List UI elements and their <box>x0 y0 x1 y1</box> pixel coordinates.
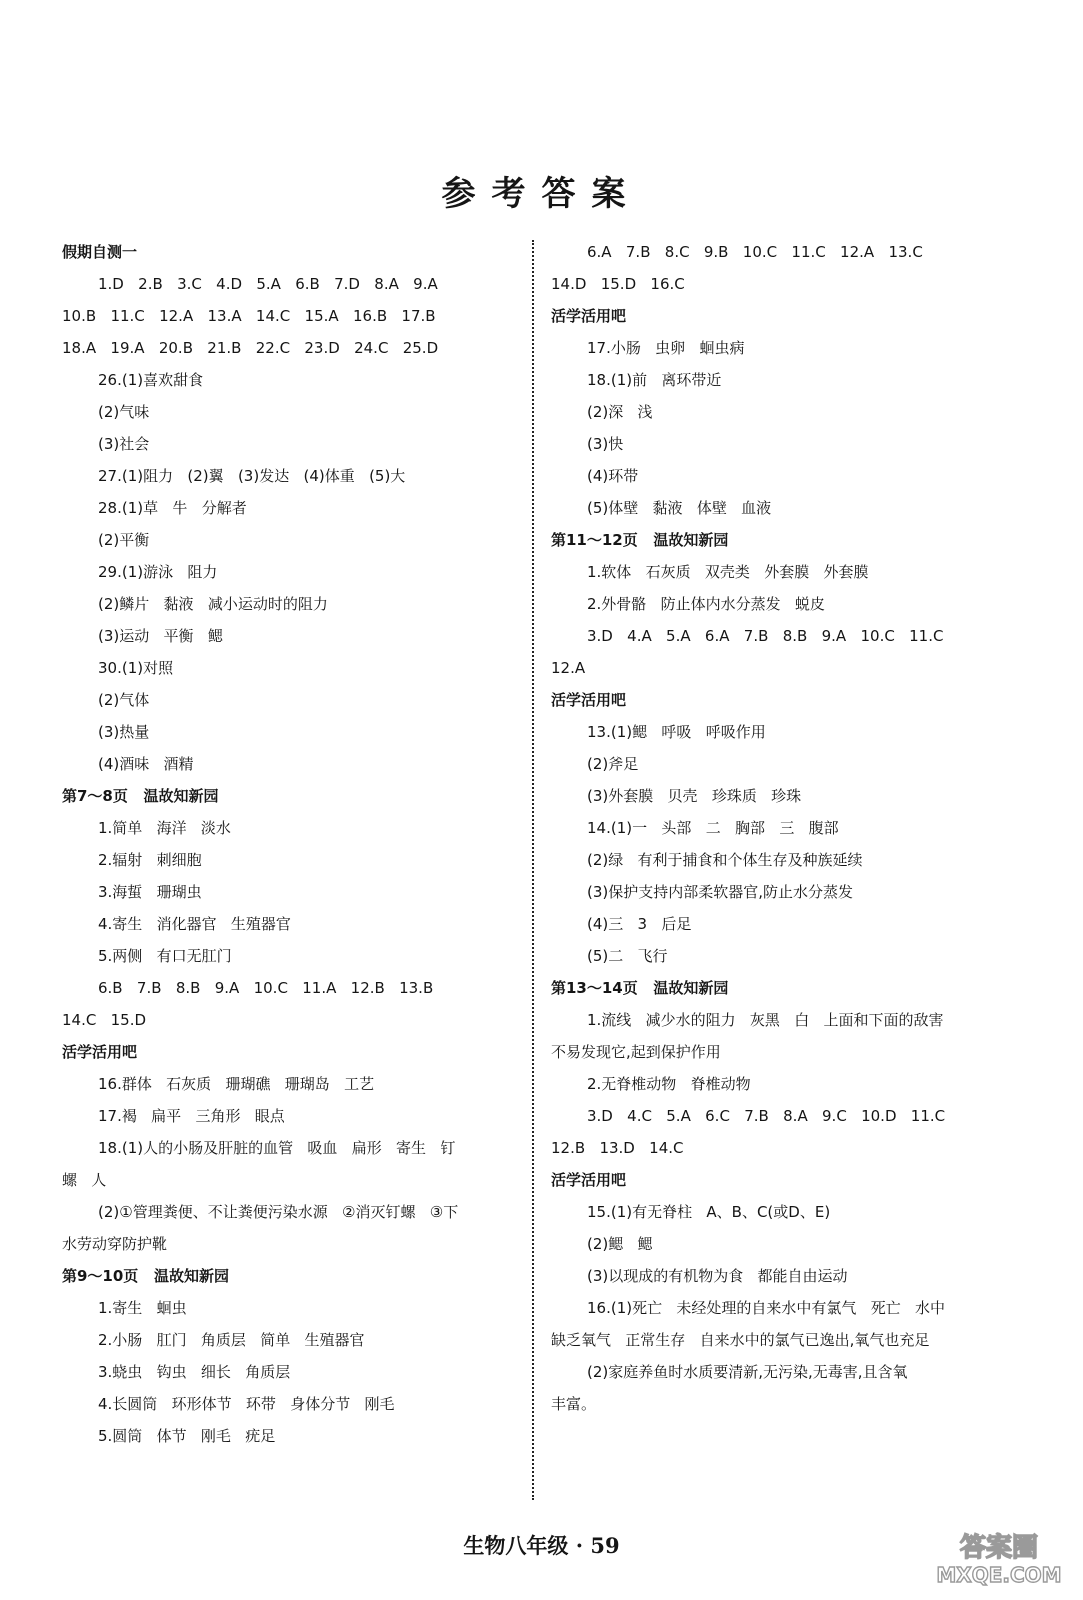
answer-line: 6.A 7.B 8.C 9.B 10.C 11.C 12.A 13.C <box>587 243 923 261</box>
answer-line: 水劳动穿防护靴 <box>62 1235 168 1253</box>
answer-line: 26.(1)喜欢甜食 <box>98 371 204 389</box>
answer-line: (2)斧足 <box>587 755 639 773</box>
answer-line: 3.蛲虫 钩虫 细长 角质层 <box>98 1363 291 1381</box>
answer-line: (2)气味 <box>98 403 150 421</box>
answer-line: 5.两侧 有口无肛门 <box>98 947 232 965</box>
answer-line: 3.海蜇 珊瑚虫 <box>98 883 202 901</box>
page-title: 参考答案 <box>441 174 642 214</box>
answer-line: 4.长圆筒 环形体节 环带 身体分节 刚毛 <box>98 1395 395 1413</box>
answer-line: (4)环带 <box>587 467 639 485</box>
answer-line: 16.(1)死亡 未经处理的自来水中有氯气 死亡 水中 <box>587 1299 946 1317</box>
answer-line: (3)社会 <box>98 435 150 453</box>
section-heading: 第11～12页 温故知新园 <box>551 531 729 549</box>
answer-line: 1.流线 减少水的阻力 灰黑 白 上面和下面的敌害 <box>587 1011 944 1029</box>
section-heading: 第9～10页 温故知新园 <box>62 1267 229 1285</box>
answer-line: 3.D 4.C 5.A 6.C 7.B 8.A 9.C 10.D 11.C <box>587 1107 946 1125</box>
right-answer-column <box>551 236 1021 1420</box>
answer-line: (3)热量 <box>98 723 150 741</box>
answer-line: (3)运动 平衡 鳃 <box>98 627 223 645</box>
answer-line: 30.(1)对照 <box>98 659 174 677</box>
watermark-top-text: 答案圈 <box>959 1533 1039 1563</box>
answer-line: 不易发现它,起到保护作用 <box>551 1043 721 1061</box>
answer-line: 17.褐 扁平 三角形 眼点 <box>98 1107 285 1125</box>
answer-line: (3)快 <box>587 435 624 453</box>
answer-line: 1.寄生 蛔虫 <box>98 1299 187 1317</box>
answer-line: 28.(1)草 牛 分解者 <box>98 499 247 517</box>
section-heading: 假期自测一 <box>62 243 138 261</box>
answer-line: 2.无脊椎动物 脊椎动物 <box>587 1075 751 1093</box>
answer-line: 3.D 4.A 5.A 6.A 7.B 8.B 9.A 10.C 11.C <box>587 627 944 645</box>
answer-line: (5)体壁 黏液 体壁 血液 <box>587 499 772 517</box>
answer-line: (2)鳃 鳃 <box>587 1235 653 1253</box>
answer-line: (4)酒味 酒精 <box>98 755 194 773</box>
section-heading: 第7～8页 温故知新园 <box>62 787 219 805</box>
section-heading: 活学活用吧 <box>551 1171 627 1189</box>
section-heading: 活学活用吧 <box>551 691 627 709</box>
page-footer: 生物八年级 · 59 <box>463 1533 620 1558</box>
section-heading: 活学活用吧 <box>62 1043 138 1061</box>
section-heading: 第13～14页 温故知新园 <box>551 979 729 997</box>
answer-line: 16.群体 石灰质 珊瑚礁 珊瑚岛 工艺 <box>98 1075 375 1093</box>
answer-line: 27.(1)阻力 (2)翼 (3)发达 (4)体重 (5)大 <box>98 467 406 485</box>
answer-line: 18.A 19.A 20.B 21.B 22.C 23.D 24.C 25.D <box>62 339 439 357</box>
watermark-bottom-text: MXQE.COM <box>936 1563 1062 1587</box>
answer-line: 18.(1)人的小肠及肝脏的血管 吸血 扁形 寄生 钉 <box>98 1139 456 1157</box>
answer-line: 14.C 15.D <box>62 1011 147 1029</box>
answer-line: (2)绿 有利于捕食和个体生存及种族延续 <box>587 851 863 869</box>
answer-line: 18.(1)前 离环带近 <box>587 371 722 389</box>
answer-line: (2)①管理粪便、不让粪便污染水源 ②消灭钉螺 ③下 <box>98 1203 459 1221</box>
answer-line: 12.A <box>551 659 586 677</box>
section-heading: 活学活用吧 <box>551 307 627 325</box>
answer-line: 6.B 7.B 8.B 9.A 10.C 11.A 12.B 13.B <box>98 979 434 997</box>
answer-line: 14.D 15.D 16.C <box>551 275 685 293</box>
answer-line: 1.简单 海洋 淡水 <box>98 819 231 837</box>
answer-line: 13.(1)鳃 呼吸 呼吸作用 <box>587 723 766 741</box>
answer-line: 12.B 13.D 14.C <box>551 1139 684 1157</box>
answer-line: 螺 人 <box>62 1171 107 1189</box>
answer-line: (2)深 浅 <box>587 403 653 421</box>
answer-line: (5)二 飞行 <box>587 947 668 965</box>
answer-line: (3)以现成的有机物为食 都能自由运动 <box>587 1267 848 1285</box>
answer-line: 1.软体 石灰质 双壳类 外套膜 外套膜 <box>587 563 869 581</box>
answer-line: (2)鳞片 黏液 减小运动时的阻力 <box>98 595 328 613</box>
answer-line: (2)平衡 <box>98 531 150 549</box>
answer-line: 缺乏氧气 正常生存 自来水中的氯气已逸出,氧气也充足 <box>551 1331 930 1349</box>
column-divider <box>532 240 534 1500</box>
answer-line: 5.圆筒 体节 刚毛 疣足 <box>98 1427 276 1445</box>
answer-line: 2.外骨骼 防止体内水分蒸发 蜕皮 <box>587 595 825 613</box>
answer-line: 29.(1)游泳 阻力 <box>98 563 218 581</box>
answer-line: (3)外套膜 贝壳 珍珠质 珍珠 <box>587 787 802 805</box>
answer-line: 丰富。 <box>551 1395 597 1413</box>
answer-line: 2.辐射 刺细胞 <box>98 851 202 869</box>
answer-line: (2)气体 <box>98 691 150 709</box>
answer-line: (3)保护支持内部柔软器官,防止水分蒸发 <box>587 883 854 901</box>
answer-line: 15.(1)有无脊柱 A、B、C(或D、E) <box>587 1203 831 1221</box>
answer-line: 4.寄生 消化器官 生殖器官 <box>98 915 291 933</box>
left-answer-column <box>62 236 517 1452</box>
answer-line: 2.小肠 肛门 角质层 简单 生殖器官 <box>98 1331 365 1349</box>
answer-line: 14.(1)一 头部 二 胸部 三 腹部 <box>587 819 839 837</box>
answer-line: (4)三 3 后足 <box>587 915 692 933</box>
answer-line: 17.小肠 虫卵 蛔虫病 <box>587 339 745 357</box>
answer-line: 1.D 2.B 3.C 4.D 5.A 6.B 7.D 8.A 9.A <box>98 275 438 293</box>
answer-line: (2)家庭养鱼时水质要清新,无污染,无毒害,且含氧 <box>587 1363 908 1381</box>
answer-line: 10.B 11.C 12.A 13.A 14.C 15.A 16.B 17.B <box>62 307 436 325</box>
watermark-logo <box>929 1526 1069 1590</box>
